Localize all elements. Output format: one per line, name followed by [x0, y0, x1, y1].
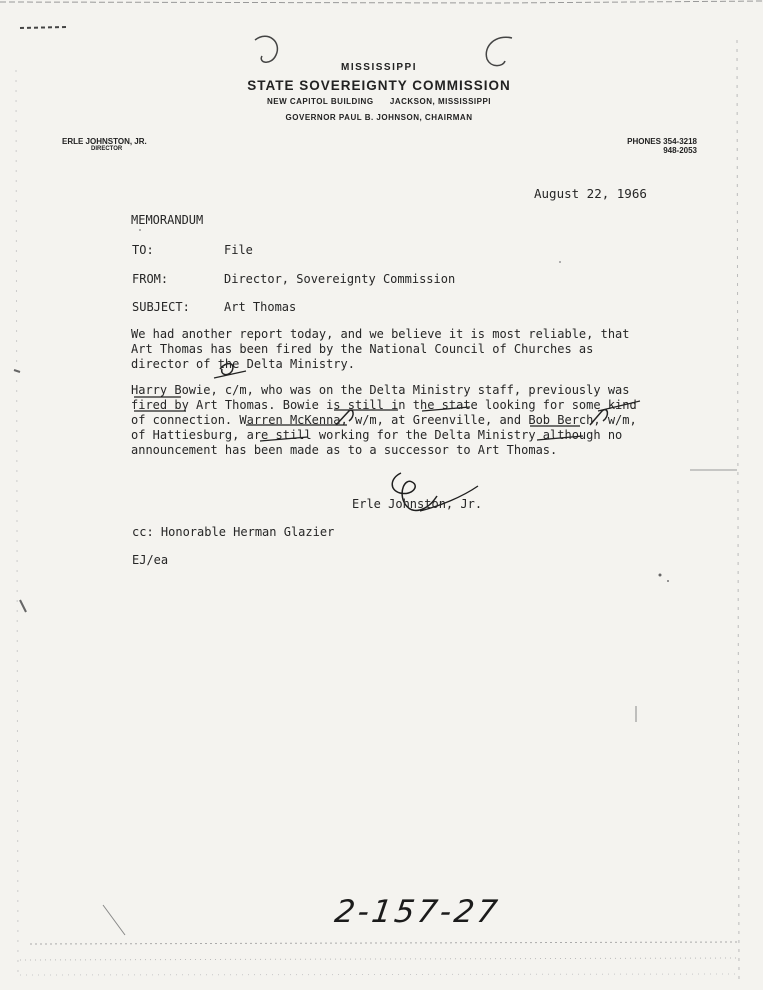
typist-initials: EJ/ea	[132, 553, 169, 567]
memo-date: August 22, 1966	[534, 186, 647, 201]
paragraph-line: of Hattiesburg, are still working for the Delta Ministry although no	[131, 428, 623, 442]
from-label: FROM:	[132, 272, 169, 286]
letterhead-phone-1: PHONES 354-3218	[627, 137, 697, 146]
letterhead-state: MISSISSIPPI	[341, 62, 417, 73]
to-label: TO:	[132, 243, 154, 257]
paragraph-line: Art Thomas has been fired by the National Council of Churches as	[131, 342, 594, 356]
memo-paragraph-1	[131, 327, 691, 372]
memo-paragraph-2	[131, 383, 691, 458]
paragraph-line: director of the Delta Ministry.	[131, 357, 355, 371]
subject-value: Art Thomas	[224, 300, 297, 314]
paragraph-line: of connection. Warren McKenna, w/m, at Greenville, and Bob Berch, w/m,	[131, 413, 637, 427]
letterhead-phone-2: 948-2053	[663, 146, 697, 155]
from-value: Director, Sovereignty Commission	[224, 272, 456, 286]
subject-label: SUBJECT:	[132, 300, 190, 314]
letterhead-governor: GOVERNOR PAUL B. JOHNSON, CHAIRMAN	[285, 113, 473, 122]
paragraph-line: announcement has been made as to a successor to Art Thomas.	[131, 443, 558, 457]
paragraph-line: Harry Bowie, c/m, who was on the Delta Ministry staff, previously was	[131, 383, 630, 397]
letterhead-director-name: ERLE JOHNSTON, JR.	[62, 137, 147, 146]
letterhead-building: NEW CAPITOL BUILDING	[266, 97, 374, 106]
letterhead-address	[246, 97, 512, 106]
letterhead-agency-name: STATE SOVEREIGNTY COMMISSION	[247, 78, 511, 93]
memo-heading: MEMORANDUM	[131, 213, 204, 227]
letterhead-director-title: DIRECTOR	[91, 146, 123, 152]
paragraph-line: fired by Art Thomas. Bowie is still in the state looking for some kind	[131, 398, 637, 412]
paragraph-line: We had another report today, and we believe it is most reliable, that	[131, 327, 630, 341]
cc-line: cc: Honorable Herman Glazier	[132, 525, 335, 539]
letterhead-city: JACKSON, MISSISSIPPI	[389, 97, 492, 106]
handwritten-file-number: 2-157-27	[332, 894, 503, 930]
to-value: File	[224, 243, 253, 257]
signature-block: Erle Johnston, Jr.	[352, 497, 483, 511]
